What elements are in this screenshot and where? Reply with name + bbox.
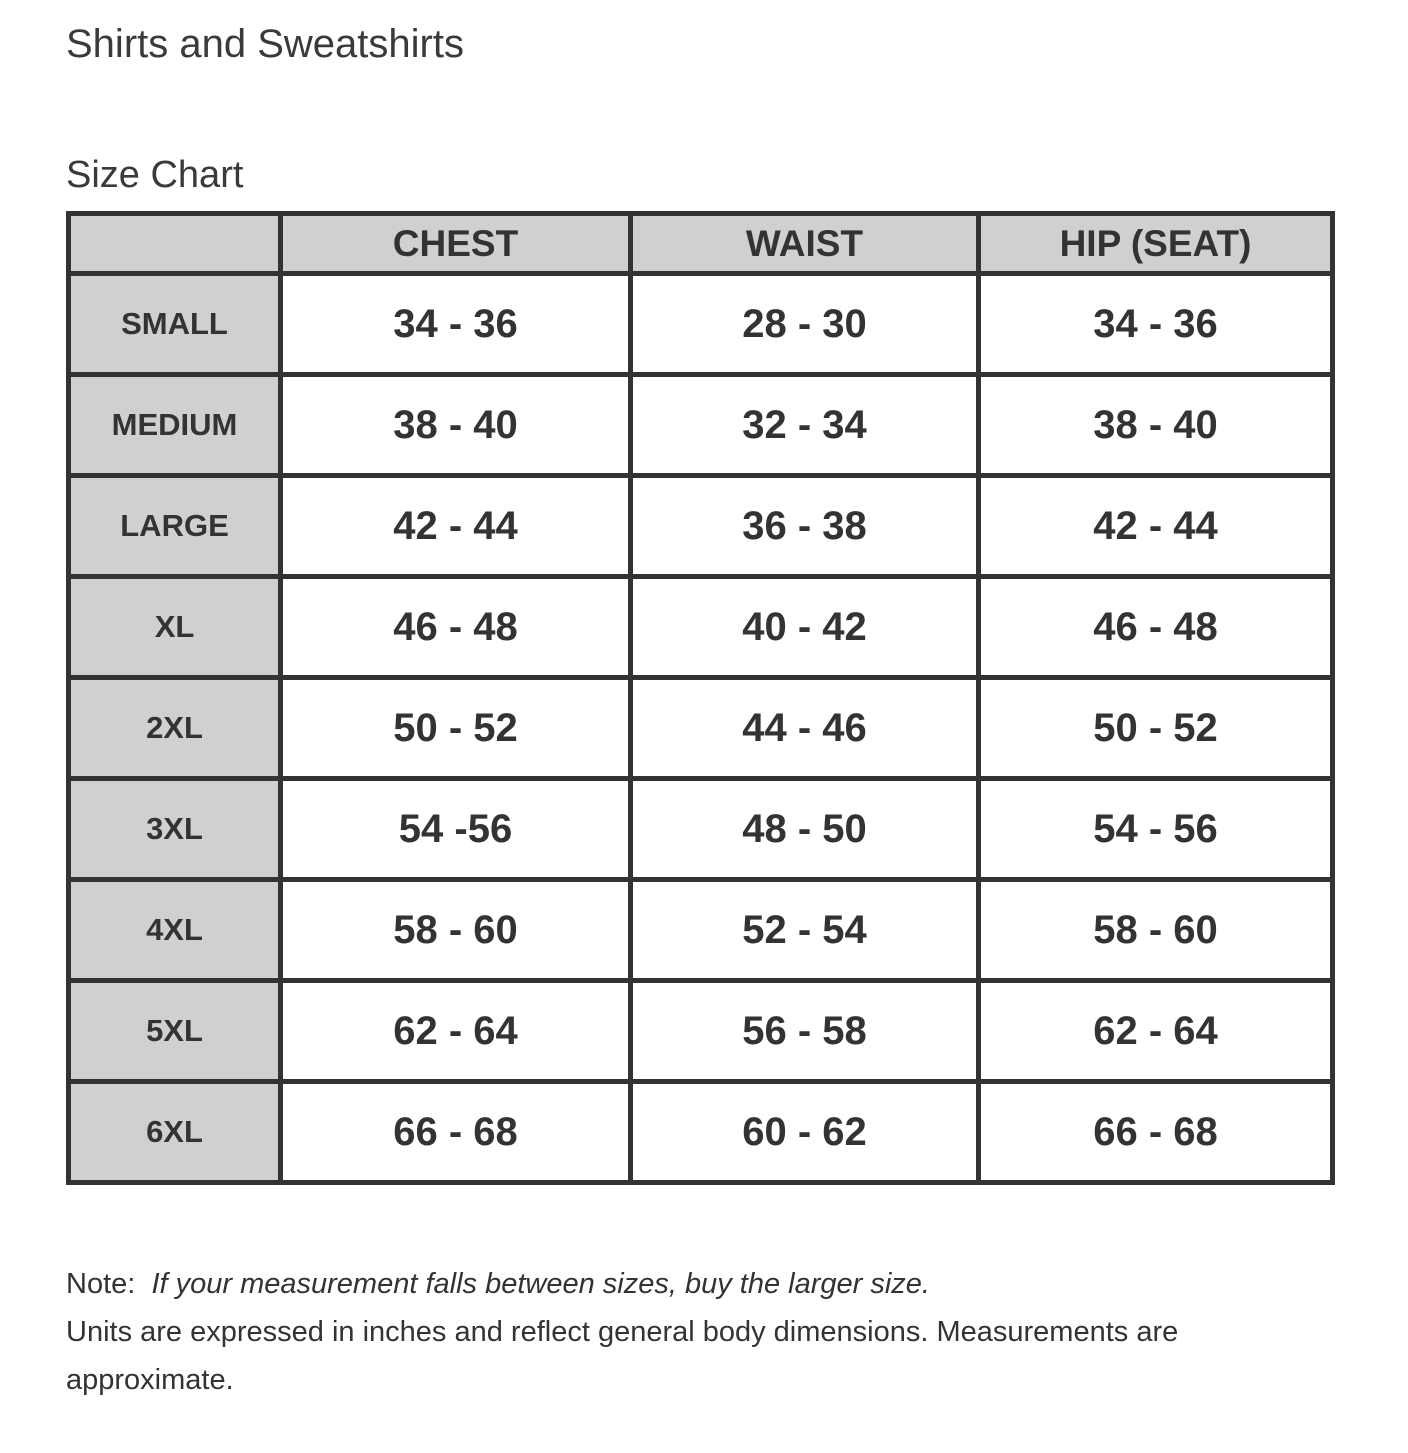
size-cell: MEDIUM [69,375,281,476]
size-cell: XL [69,577,281,678]
table-row [69,577,1333,678]
size-cell: 5XL [69,981,281,1082]
hip-cell: 34 - 36 [979,274,1333,375]
table-row [69,981,1333,1082]
table-row [69,375,1333,476]
hip-cell: 54 - 56 [979,779,1333,880]
hip-cell: 46 - 48 [979,577,1333,678]
table-row [69,779,1333,880]
size-cell: 2XL [69,678,281,779]
size-cell: 3XL [69,779,281,880]
waist-cell: 56 - 58 [631,981,979,1082]
page-title: Shirts and Sweatshirts [66,22,464,66]
table-row [69,678,1333,779]
table-row [69,476,1333,577]
size-chart-heading: Size Chart [66,154,244,196]
waist-cell: 60 - 62 [631,1082,979,1183]
note-section [66,1260,1316,1404]
header-chest: CHEST [281,214,631,274]
waist-cell: 32 - 34 [631,375,979,476]
waist-cell: 48 - 50 [631,779,979,880]
chest-cell: 62 - 64 [281,981,631,1082]
size-cell: SMALL [69,274,281,375]
size-cell: LARGE [69,476,281,577]
hip-cell: 42 - 44 [979,476,1333,577]
header-corner [69,214,281,274]
header-row [69,214,1333,274]
waist-cell: 28 - 30 [631,274,979,375]
note-label: Note: [66,1268,136,1300]
chest-cell: 34 - 36 [281,274,631,375]
waist-cell: 40 - 42 [631,577,979,678]
chest-cell: 50 - 52 [281,678,631,779]
chest-cell: 46 - 48 [281,577,631,678]
header-hip: HIP (SEAT) [979,214,1333,274]
header-waist: WAIST [631,214,979,274]
chest-cell: 66 - 68 [281,1082,631,1183]
note-text: If your measurement falls between sizes, buy the larger size. [151,1268,930,1300]
hip-cell: 58 - 60 [979,880,1333,981]
chest-cell: 38 - 40 [281,375,631,476]
table-row [69,1082,1333,1183]
chest-cell: 54 -56 [281,779,631,880]
chest-cell: 42 - 44 [281,476,631,577]
hip-cell: 66 - 68 [979,1082,1333,1183]
size-cell: 6XL [69,1082,281,1183]
hip-cell: 38 - 40 [979,375,1333,476]
chest-cell: 58 - 60 [281,880,631,981]
table-row [69,880,1333,981]
units-text: Units are expressed in inches and reflect general body dimensions. Measurements are approximate. [66,1316,1179,1396]
table-row [69,274,1333,375]
waist-cell: 52 - 54 [631,880,979,981]
hip-cell: 50 - 52 [979,678,1333,779]
waist-cell: 44 - 46 [631,678,979,779]
size-cell: 4XL [69,880,281,981]
waist-cell: 36 - 38 [631,476,979,577]
hip-cell: 62 - 64 [979,981,1333,1082]
size-chart-table [66,211,1335,1185]
